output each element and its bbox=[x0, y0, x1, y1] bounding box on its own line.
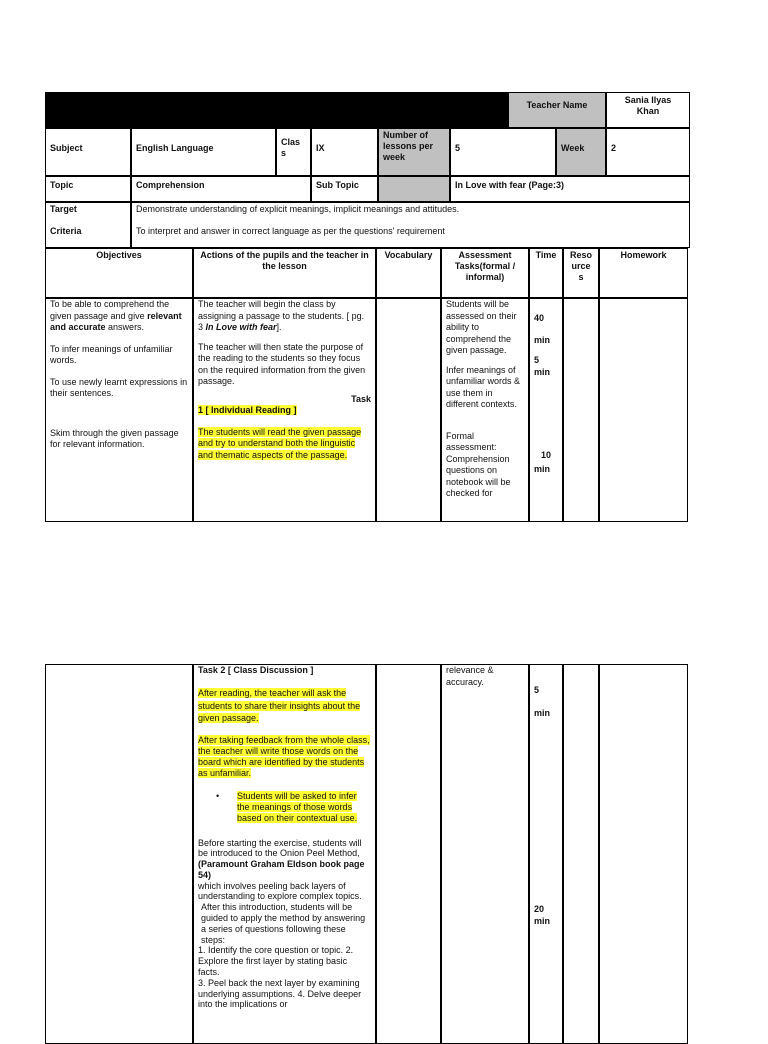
target-text-cell bbox=[131, 202, 690, 248]
target-label: Target bbox=[50, 204, 77, 214]
time-10: 10 bbox=[540, 450, 551, 460]
target-line1: Demonstrate understanding of explicit meanings, implicit meanings and attitudes. bbox=[136, 204, 460, 214]
task-1-title: 1 [ Individual Reading ] bbox=[198, 405, 297, 415]
assessment-1: Students will be assessed on their ability to comprehend the given passage. bbox=[446, 299, 517, 355]
time-40-unit: min bbox=[534, 334, 551, 345]
row1-homework bbox=[599, 298, 688, 522]
assessment-2: Infer meanings of unfamiliar words & use them in different contexts. bbox=[446, 364, 521, 409]
criteria-label: Criteria bbox=[50, 226, 82, 236]
week-label: Week bbox=[556, 128, 606, 176]
row2-actions bbox=[193, 664, 376, 1044]
col-actions: Actions of the pupils and the teacher in the lesson bbox=[193, 248, 376, 298]
bullet-dot-icon: • bbox=[216, 790, 220, 801]
row1-actions bbox=[193, 298, 376, 522]
subtopic-value: In Love with fear (Page:3) bbox=[450, 176, 690, 202]
objective-2: To infer meanings of unfamiliar words. bbox=[50, 343, 173, 365]
row1-objectives bbox=[45, 298, 193, 522]
row2-time bbox=[529, 664, 563, 1044]
col-resources: Reso urce s bbox=[563, 248, 599, 298]
time-20: 20 bbox=[534, 904, 545, 914]
target-line2: To interpret and answer in correct language as per the questions' requirement bbox=[136, 226, 445, 236]
topic-value: Comprehension bbox=[131, 176, 311, 202]
lessons-label: Number of lessons per week bbox=[378, 128, 450, 176]
row1-assessment bbox=[441, 298, 529, 522]
time-5b-unit: min bbox=[534, 707, 551, 718]
row1-time bbox=[529, 298, 563, 522]
row2-resources bbox=[563, 664, 599, 1044]
task-2-title: Task 2 [ Class Discussion ] bbox=[198, 665, 314, 675]
row2-assessment bbox=[441, 664, 529, 1044]
onion-peel-intro: Before starting the exercise, students will be introduced to the Onion Peel Method, (Paramount Graham Eldson book page 54) which involves peeling back layers of understanding to explore complex topics. bbox=[198, 837, 365, 902]
objective-4: Skim through the given passage for relevant information. bbox=[50, 427, 179, 449]
task-word: Task bbox=[351, 393, 371, 404]
objective-3: To use newly learnt expressions in their sentences. bbox=[50, 376, 188, 398]
objective-1: To be able to comprehend the given passage and give relevant and accurate answers. bbox=[50, 299, 182, 332]
header-black-bar bbox=[45, 92, 508, 128]
time-10-unit: min bbox=[534, 463, 551, 474]
assessment-3: Formal assessment: Comprehension questions on notebook will be checked for bbox=[446, 430, 511, 498]
col-time: Time bbox=[529, 248, 563, 298]
class-value: IX bbox=[311, 128, 378, 176]
discussion-para-2: After taking feedback from the whole class, the teacher will write those words on the board which are identified by the students as unfamiliar. bbox=[198, 734, 370, 778]
steps-1-2: 1. Identify the core question or topic. 2. Explore the first layer by stating basic facts. bbox=[198, 945, 354, 978]
action-1: The teacher will begin the class by assigning a passage to the students. [ pg. 3 In Love with fear]. bbox=[198, 299, 365, 332]
time-5b: 5 bbox=[534, 685, 540, 695]
subject-value: English Language bbox=[131, 128, 276, 176]
action-2: The teacher will then state the purpose of the reading to the students so they focus on the required information from the given passage. bbox=[198, 341, 366, 386]
class-label: Clas s bbox=[276, 128, 311, 176]
row2-homework bbox=[599, 664, 688, 1044]
time-20-unit: min bbox=[534, 915, 551, 926]
time-5-unit: min bbox=[534, 366, 551, 377]
steps-3-4: 3. Peel back the next layer by examining underlying assumptions. 4. Delve deeper into the implications or bbox=[198, 977, 362, 1010]
topic-label: Topic bbox=[45, 176, 131, 202]
col-vocabulary: Vocabulary bbox=[376, 248, 441, 298]
teacher-name-value: Sania Ilyas Khan bbox=[606, 92, 690, 128]
target-label-cell bbox=[45, 202, 131, 248]
row1-resources bbox=[563, 298, 599, 522]
subtopic-label: Sub Topic bbox=[311, 176, 378, 202]
onion-peel-guide: After this introduction, students will be guided to apply the method by answering a series of questions following these steps: bbox=[201, 902, 366, 945]
lessons-value: 5 bbox=[450, 128, 556, 176]
row2-objectives bbox=[45, 664, 193, 1044]
assessment-continued: relevance & accuracy. bbox=[446, 665, 494, 687]
time-40: 40 bbox=[534, 313, 545, 323]
week-value: 2 bbox=[606, 128, 690, 176]
teacher-name-label: Teacher Name bbox=[508, 92, 606, 128]
subtopic-blank bbox=[378, 176, 450, 202]
bullet-item: • Students will be asked to infer the meanings of those words based on their contextual use. bbox=[216, 790, 358, 823]
col-homework: Homework bbox=[599, 248, 688, 298]
time-5: 5 bbox=[534, 355, 540, 365]
row2-vocabulary bbox=[376, 664, 441, 1044]
col-assessment: Assessment Tasks(formal / informal) bbox=[441, 248, 529, 298]
subject-label: Subject bbox=[45, 128, 131, 176]
discussion-para-1: After reading, the teacher will ask the students to share their insights about the given passage. bbox=[198, 688, 361, 723]
col-objectives: Objectives bbox=[45, 248, 193, 298]
row1-vocabulary bbox=[376, 298, 441, 522]
action-3: The students will read the given passage and try to understand both the linguistic and thematic aspects of the passage. bbox=[198, 426, 362, 460]
